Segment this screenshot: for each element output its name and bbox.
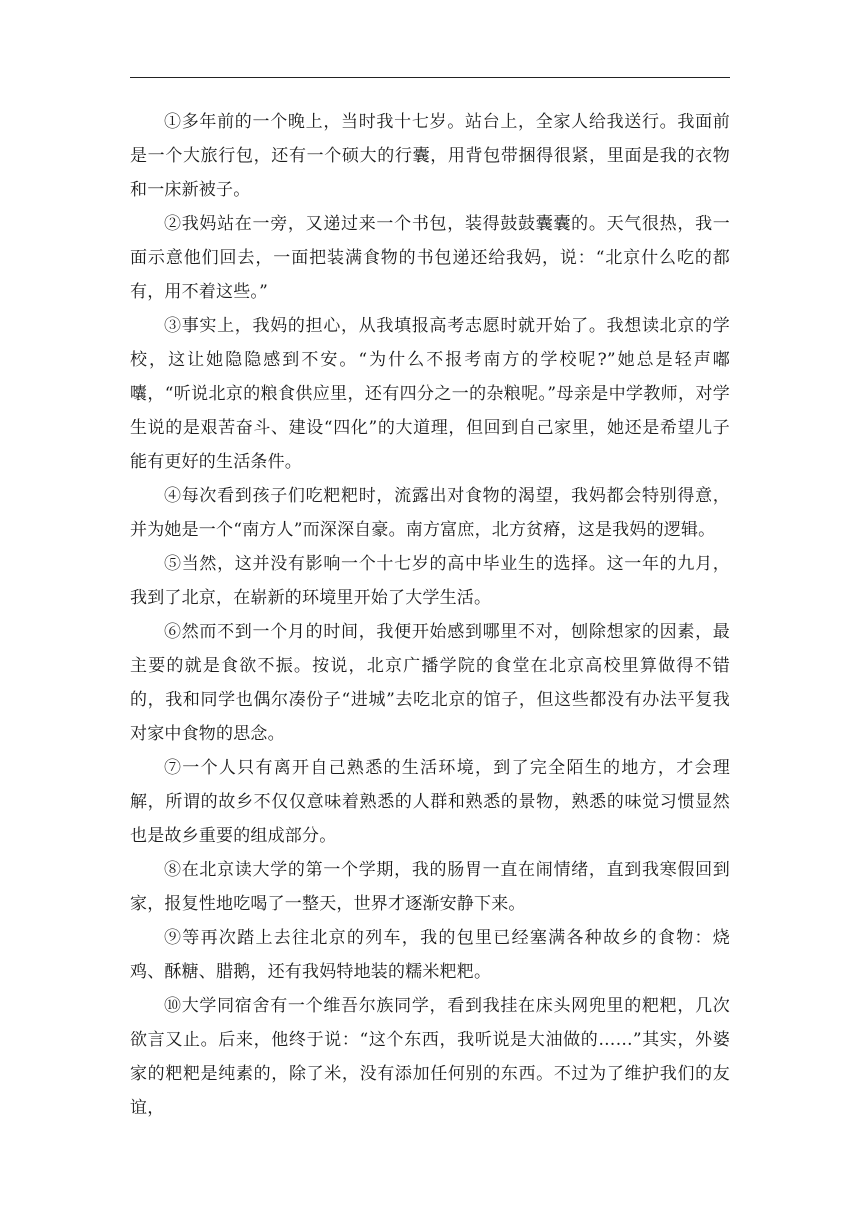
paragraph-3: ③事实上，我妈的担心，从我填报高考志愿时就开始了。我想读北京的学校，这让她隐隐感到不安。“为什么不报考南方的学校呢?”她总是轻声嘟囔，“听说北京的粮食供应里，还有四分之一的杂粮呢。”母亲是中学教师，对学生说的是艰苦奋斗、建设“四化”的大道理，但回到自己家里，她还是希望儿子能有更好的生活条件。 bbox=[130, 316, 730, 472]
header-rule bbox=[130, 77, 730, 78]
paragraph-10: ⑩大学同宿舍有一个维吾尔族同学，看到我挂在床头网兜里的粑粑，几次欲言又止。后来，他终于说：“这个东西，我听说是大油做的……”其实，外婆家的粑粑是纯素的，除了米，没有添加任何别的东西。不过为了维护我们的友谊， bbox=[130, 996, 730, 1118]
paragraph-4: ④每次看到孩子们吃粑粑时，流露出对食物的渴望，我妈都会特别得意，并为她是一个“南方人”而深深自豪。南方富庶，北方贫瘠，这是我妈的逻辑。 bbox=[130, 486, 730, 540]
paragraph-9: ⑨等再次踏上去往北京的列车，我的包里已经塞满各种故乡的食物：烧鸡、酥糖、腊鹅，还有我妈特地装的糯米粑粑。 bbox=[130, 928, 730, 982]
paragraph-5: ⑤当然，这并没有影响一个十七岁的高中毕业生的选择。这一年的九月，我到了北京，在崭新的环境里开始了大学生活。 bbox=[130, 554, 730, 608]
paragraph-2: ②我妈站在一旁，又递过来一个书包，装得鼓鼓囊囊的。天气很热，我一面示意他们回去，一面把装满食物的书包递还给我妈，说：“北京什么吃的都有，用不着这些。” bbox=[130, 214, 730, 302]
paragraph-8: ⑧在北京读大学的第一个学期，我的肠胃一直在闹情绪，直到我寒假回到家，报复性地吃喝了一整天，世界才逐渐安静下来。 bbox=[130, 860, 730, 914]
article-body bbox=[130, 105, 730, 1125]
paragraph-1: ①多年前的一个晚上，当时我十七岁。站台上，全家人给我送行。我面前是一个大旅行包，还有一个硕大的行囊，用背包带捆得很紧，里面是我的衣物和一床新被子。 bbox=[130, 112, 730, 200]
paragraph-6: ⑥然而不到一个月的时间，我便开始感到哪里不对，刨除想家的因素，最主要的就是食欲不振。按说，北京广播学院的食堂在北京高校里算做得不错的，我和同学也偶尔凑份子“进城”去吃北京的馆子，但这些都没有办法平复我对家中食物的思念。 bbox=[130, 622, 730, 744]
paragraph-7: ⑦一个人只有离开自己熟悉的生活环境，到了完全陌生的地方，才会理解，所谓的故乡不仅仅意味着熟悉的人群和熟悉的景物，熟悉的味觉习惯显然也是故乡重要的组成部分。 bbox=[130, 758, 730, 846]
